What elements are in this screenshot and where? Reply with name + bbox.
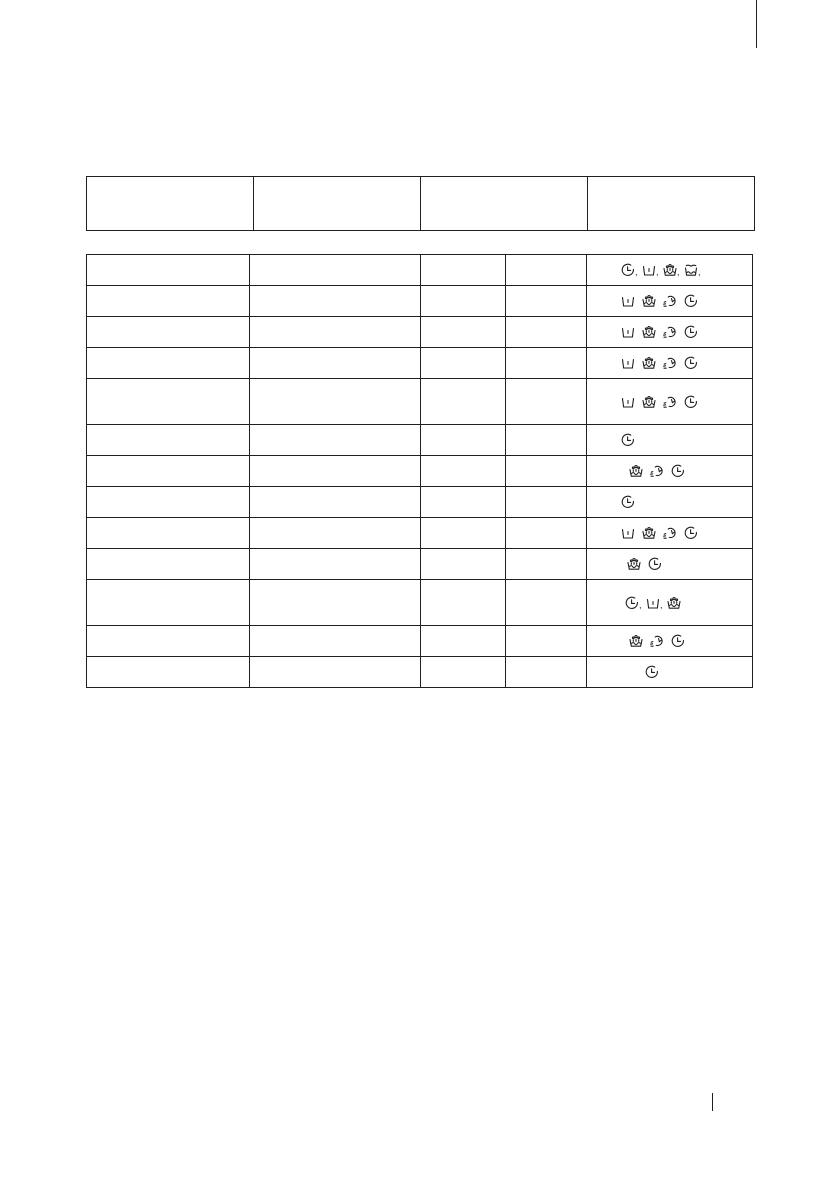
intensive-wash-icon (642, 395, 656, 409)
header-cell (588, 177, 754, 230)
table-cell (250, 518, 421, 549)
intensive-wash-icon (629, 634, 643, 648)
program-row (87, 348, 753, 379)
program-row (87, 487, 753, 518)
table-cell (421, 456, 506, 487)
time-delay-icon (684, 395, 698, 409)
hand-wash-icon (684, 263, 698, 277)
table-cell (506, 626, 587, 657)
table-cell (250, 255, 421, 286)
program-row (87, 425, 753, 456)
table-cell (87, 255, 250, 286)
table-cell (421, 518, 506, 549)
table-cell (421, 425, 506, 456)
options-symbols-cell (587, 518, 753, 549)
table-cell (250, 549, 421, 580)
options-symbols-cell (587, 286, 753, 317)
time-delay-icon (671, 464, 685, 478)
options-symbols-cell (587, 580, 753, 626)
prewash-icon (621, 395, 635, 409)
intensive-wash-icon (642, 356, 656, 370)
options-symbols-cell (587, 255, 753, 286)
header-cell (421, 177, 588, 230)
table-cell (421, 549, 506, 580)
table-cell (250, 626, 421, 657)
table-cell (250, 286, 421, 317)
program-row (87, 379, 753, 425)
table-cell (506, 580, 587, 626)
table-cell (250, 487, 421, 518)
prewash-icon (646, 596, 660, 610)
table-cell (87, 549, 250, 580)
table-cell (250, 580, 421, 626)
time-delay-icon (684, 294, 698, 308)
intensive-wash-icon (667, 596, 681, 610)
table-cell (87, 317, 250, 348)
time-delay-icon (645, 665, 659, 679)
table-cell (421, 348, 506, 379)
table-cell (506, 317, 587, 348)
table-cell (87, 286, 250, 317)
program-row (87, 286, 753, 317)
prewash-icon (642, 263, 656, 277)
program-row (87, 549, 753, 580)
rinse-spin-icon (663, 395, 677, 409)
table-cell (506, 487, 587, 518)
rinse-spin-icon (663, 356, 677, 370)
table-cell (421, 657, 506, 688)
program-row (87, 518, 753, 549)
rinse-spin-icon (663, 294, 677, 308)
table-cell (506, 425, 587, 456)
prewash-icon (621, 325, 635, 339)
options-symbols-cell (587, 487, 753, 518)
table-cell (506, 518, 587, 549)
time-delay-icon (621, 495, 635, 509)
table-cell (250, 456, 421, 487)
table-cell (250, 348, 421, 379)
table-cell (87, 580, 250, 626)
table-cell (506, 255, 587, 286)
table-cell (87, 348, 250, 379)
intensive-wash-icon (629, 464, 643, 478)
table-cell (87, 487, 250, 518)
table-cell (506, 379, 587, 425)
options-symbols-cell (587, 626, 753, 657)
program-row (87, 580, 753, 626)
table-cell (506, 286, 587, 317)
prewash-icon (621, 294, 635, 308)
options-symbols-cell (587, 456, 753, 487)
program-row (87, 317, 753, 348)
time-delay-icon (684, 325, 698, 339)
options-symbols-cell (587, 348, 753, 379)
rinse-spin-icon (663, 526, 677, 540)
program-row (87, 626, 753, 657)
rinse-spin-icon (650, 464, 664, 478)
prewash-icon (621, 526, 635, 540)
table-cell (506, 657, 587, 688)
options-symbols-cell (587, 379, 753, 425)
page-number-divider (712, 1093, 713, 1111)
program-row (87, 657, 753, 688)
table-cell (421, 379, 506, 425)
options-symbols-cell (587, 657, 753, 688)
time-delay-icon (684, 356, 698, 370)
header-cell (87, 177, 254, 230)
table-cell (87, 626, 250, 657)
intensive-wash-icon (642, 526, 656, 540)
time-delay-icon (621, 263, 635, 277)
table-cell (250, 379, 421, 425)
table-cell (87, 657, 250, 688)
intensive-wash-icon (627, 557, 641, 571)
options-symbols-cell (587, 549, 753, 580)
table-cell (421, 317, 506, 348)
table-cell (87, 456, 250, 487)
time-delay-icon (648, 557, 662, 571)
table-cell (421, 286, 506, 317)
table-cell (421, 487, 506, 518)
table-cell (87, 518, 250, 549)
options-symbols-cell (587, 425, 753, 456)
symbol-separator: , (698, 267, 701, 277)
time-delay-icon (621, 433, 635, 447)
crop-mark (756, 0, 757, 48)
symbol-separator: , (660, 599, 663, 610)
table-cell (421, 580, 506, 626)
program-table (86, 254, 753, 688)
symbol-separator: , (635, 267, 638, 277)
program-row (87, 255, 753, 286)
rinse-spin-icon (650, 634, 664, 648)
prewash-icon (621, 356, 635, 370)
rinse-spin-icon (663, 325, 677, 339)
table-cell (250, 425, 421, 456)
header-table (86, 176, 755, 231)
intensive-wash-icon (663, 263, 677, 277)
table-cell (250, 657, 421, 688)
table-cell (87, 379, 250, 425)
table-cell (506, 456, 587, 487)
symbol-separator: , (677, 267, 680, 277)
table-cell (87, 425, 250, 456)
options-symbols-cell (587, 317, 753, 348)
header-cell (254, 177, 421, 230)
intensive-wash-icon (642, 325, 656, 339)
time-delay-icon (625, 596, 639, 610)
table-cell (506, 348, 587, 379)
symbol-separator: , (656, 267, 659, 277)
time-delay-icon (684, 526, 698, 540)
table-cell (506, 549, 587, 580)
symbol-separator: , (639, 599, 642, 610)
intensive-wash-icon (642, 294, 656, 308)
program-row (87, 456, 753, 487)
table-cell (421, 626, 506, 657)
time-delay-icon (671, 634, 685, 648)
table-cell (421, 255, 506, 286)
table-cell (250, 317, 421, 348)
